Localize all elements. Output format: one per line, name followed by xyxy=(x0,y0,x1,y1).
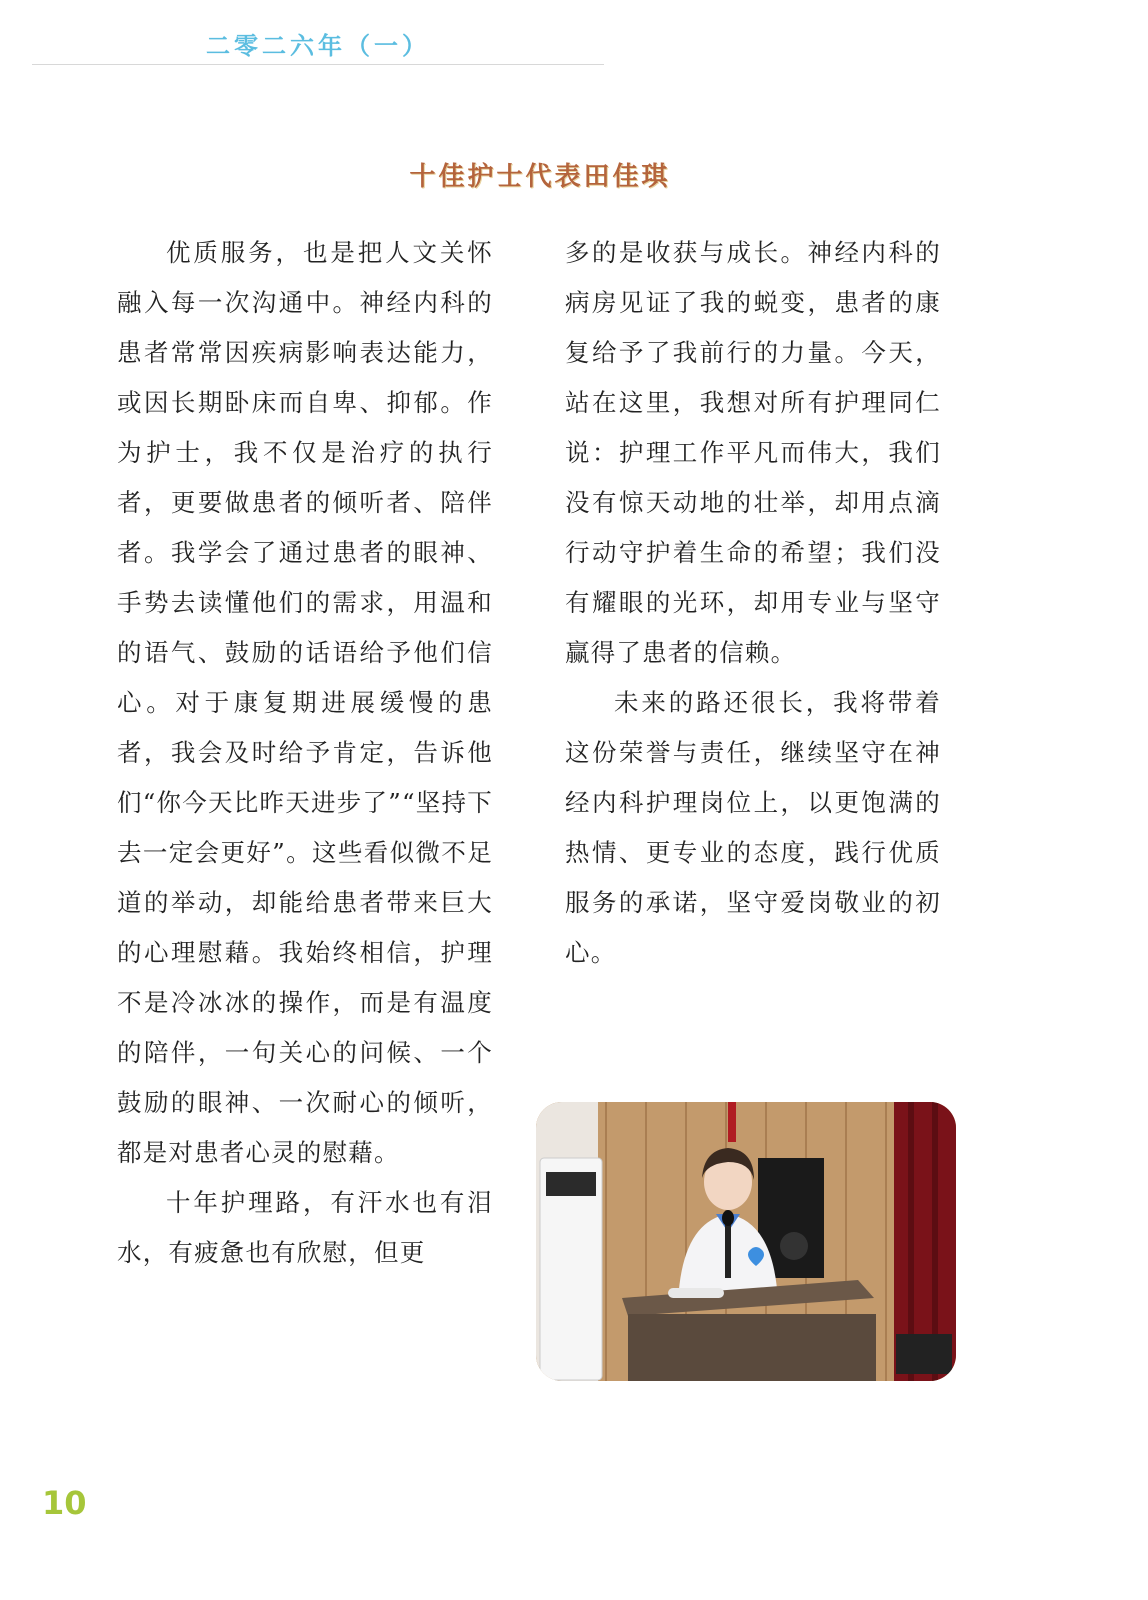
left-column xyxy=(117,228,493,1278)
speaker-at-podium-photo xyxy=(536,1102,956,1381)
speaker-photo xyxy=(536,1102,956,1381)
article-title: 十佳护士代表田佳琪 xyxy=(409,162,671,192)
paragraph: 十年护理路，有汗水也有泪水，有疲惫也有欣慰，但更 xyxy=(117,1188,493,1267)
header-divider xyxy=(32,64,604,65)
paragraph: 未来的路还很长，我将带着这份荣誉与责任，继续坚守在神经内科护理岗位上，以更饱满的热情、更专业的态度，践行优质服务的承诺，坚守爱岗敬业的初心。 xyxy=(565,688,941,967)
paragraph: 多的是收获与成长。神经内科的病房见证了我的蜕变，患者的康复给予了我前行的力量。今天，站在这里，我想对所有护理同仁说：护理工作平凡而伟大，我们没有惊天动地的壮举，却用点滴行动守护着生命的希望；我们没有耀眼的光环，却用专业与坚守赢得了患者的信赖。 xyxy=(565,238,941,667)
header-title: 二零二六年（一） xyxy=(206,32,430,60)
paragraph: 优质服务，也是把人文关怀融入每一次沟通中。神经内科的患者常常因疾病影响表达能力，或因长期卧床而自卑、抑郁。作为护士，我不仅是治疗的执行者，更要做患者的倾听者、陪伴者。我学会了通过患者的眼神、手势去读懂他们的需求，用温和的语气、鼓励的话语给予他们信心。对于康复期进展缓慢的患者，我会及时给予肯定，告诉他们“你今天比昨天进步了”“坚持下去一定会更好”。这些看似微不足道的举动，却能给患者带来巨大的心理慰藉。我始终相信，护理不是冷冰冰的操作，而是有温度的陪伴，一句关心的问候、一个鼓励的眼神、一次耐心的倾听，都是对患者心灵的慰藉。 xyxy=(117,238,493,1167)
right-column xyxy=(565,228,941,978)
page-number: 10 xyxy=(42,1484,87,1522)
